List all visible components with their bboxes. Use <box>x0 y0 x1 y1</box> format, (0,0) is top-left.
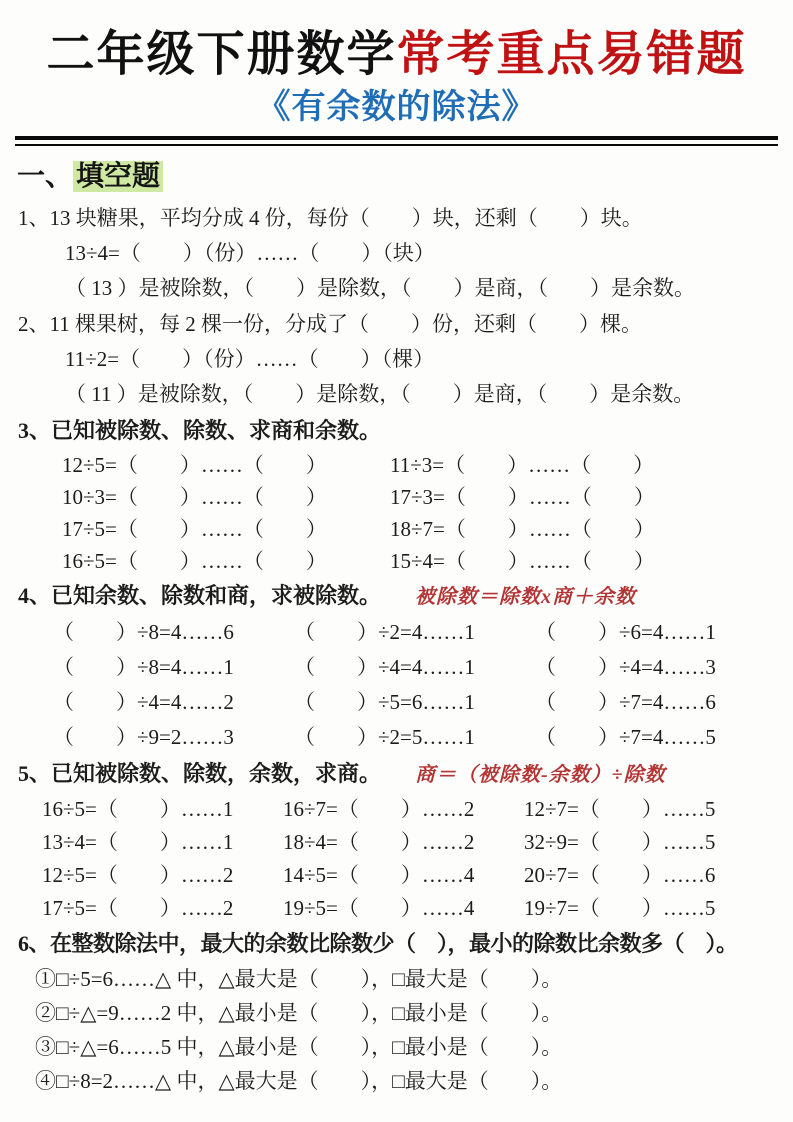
equation-row <box>53 615 778 650</box>
equation-cell: 12÷7=（ ）……5 <box>524 797 716 821</box>
question-6-stem: 6、在整数除法中，最大的余数比除数少（ ），最小的除数比余数多（ ）。 <box>18 931 738 956</box>
question-6-item-4: ④□÷8=2……△ 中，△最大是（ ），□最大是（ ）。 <box>35 1069 563 1093</box>
question-4-formula-hint: 被除数＝除数x商＋余数 <box>415 586 637 608</box>
question-5-stem-line <box>18 756 778 793</box>
equation-cell: 32÷9=（ ）……5 <box>524 830 716 854</box>
equation-cell: 16÷5=（ ）……1 <box>42 797 234 821</box>
equation-row <box>42 826 778 859</box>
question-2-equation: 11÷2=（ ）（份）……（ ）（棵） <box>65 347 435 371</box>
equation-row <box>62 513 778 545</box>
question-1-equation: 13÷4=（ ）（份）……（ ）（块） <box>65 241 435 265</box>
question-5 <box>15 756 778 925</box>
question-6 <box>15 926 778 1098</box>
equation-cell: 19÷7=（ ）……5 <box>524 896 716 920</box>
equation-cell: （ ）÷9=2……3 <box>53 725 234 749</box>
equation-row <box>53 650 778 685</box>
equation-cell: 17÷5=（ ）……2 <box>42 896 234 920</box>
equation-row <box>42 859 778 892</box>
question-4 <box>15 578 778 755</box>
question-1-terms: （ 13 ）是被除数，（ ）是除数，（ ）是商，（ ）是余数。 <box>65 276 695 300</box>
divider-double-rule <box>15 136 778 146</box>
equation-cell: （ ）÷4=4……3 <box>535 655 716 679</box>
equation-row <box>62 481 778 513</box>
question-2 <box>15 307 778 412</box>
question-6-item-2: ②□÷△=9……2 中，△最小是（ ），□最小是（ ）。 <box>35 1001 563 1025</box>
question-5-stem: 5、已知被除数、除数，余数，求商。 <box>18 761 382 786</box>
equation-cell: 10÷3=（ ）……（ ） <box>62 485 327 509</box>
equation-row <box>53 685 778 720</box>
question-1 <box>15 201 778 306</box>
equation-cell: 17÷5=（ ）……（ ） <box>62 517 327 541</box>
equation-row <box>53 720 778 755</box>
equation-cell: 13÷4=（ ）……1 <box>42 830 234 854</box>
equation-cell: （ ）÷4=4……2 <box>53 690 234 714</box>
question-2-terms: （ 11 ）是被除数，（ ）是除数，（ ）是商，（ ）是余数。 <box>65 382 695 406</box>
equation-cell: 17÷3=（ ）……（ ） <box>390 485 655 509</box>
equation-cell: （ ）÷5=6……1 <box>294 690 475 714</box>
equation-cell: （ ）÷8=4……6 <box>53 620 234 644</box>
equation-cell: （ ）÷4=4……1 <box>294 655 475 679</box>
equation-cell: （ ）÷7=4……6 <box>535 690 716 714</box>
question-6-item-1: ①□÷5=6……△ 中，△最大是（ ），□最大是（ ）。 <box>35 967 563 991</box>
equation-cell: 16÷5=（ ）……（ ） <box>62 549 327 573</box>
question-1-stem: 1、13 块糖果，平均分成 4 份，每份（ ）块，还剩（ ）块。 <box>18 206 643 230</box>
equation-cell: （ ）÷7=4……5 <box>535 725 716 749</box>
equation-cell: 15÷4=（ ）……（ ） <box>390 549 655 573</box>
equation-row <box>62 545 778 577</box>
equation-cell: 18÷7=（ ）……（ ） <box>390 517 655 541</box>
question-5-formula-hint: 商＝（被除数-余数）÷除数 <box>415 764 666 786</box>
equation-cell: （ ）÷2=4……1 <box>294 620 475 644</box>
question-3 <box>15 413 778 577</box>
equation-row <box>62 449 778 481</box>
section-label: 填空题 <box>73 161 163 192</box>
question-3-stem: 3、已知被除数、除数、求商和余数。 <box>18 418 382 443</box>
equation-cell: 11÷3=（ ）……（ ） <box>390 453 655 477</box>
equation-row <box>42 793 778 826</box>
equation-cell: （ ）÷8=4……1 <box>53 655 234 679</box>
equation-cell: 18÷4=（ ）……2 <box>283 830 475 854</box>
question-2-stem: 2、11 棵果树，每 2 棵一份，分成了（ ）份，还剩（ ）棵。 <box>18 312 642 336</box>
question-4-stem-line <box>18 578 778 615</box>
section-prefix: 一、 <box>17 161 74 192</box>
equation-cell: （ ）÷2=5……1 <box>294 725 475 749</box>
page-subtitle: 《有余数的除法》 <box>256 89 537 126</box>
equation-cell: 14÷5=（ ）……4 <box>283 863 475 887</box>
question-4-stem: 4、已知余数、除数和商，求被除数。 <box>18 583 382 608</box>
title-topic-part: 常考重点易错题 <box>396 28 747 81</box>
title-block <box>15 26 778 146</box>
section-header <box>17 159 778 195</box>
equation-cell: 16÷7=（ ）……2 <box>283 797 475 821</box>
page-title <box>15 26 778 84</box>
equation-cell: 12÷5=（ ）……2 <box>42 863 234 887</box>
equation-cell: 19÷5=（ ）……4 <box>283 896 475 920</box>
question-6-item-3: ③□÷△=6……5 中，△最小是（ ），□最小是（ ）。 <box>35 1035 563 1059</box>
equation-row <box>42 892 778 925</box>
equation-cell: （ ）÷6=4……1 <box>535 620 716 644</box>
title-grade-part: 二年级下册数学 <box>46 28 397 81</box>
equation-cell: 20÷7=（ ）……6 <box>524 863 716 887</box>
equation-cell: 12÷5=（ ）……（ ） <box>62 453 327 477</box>
